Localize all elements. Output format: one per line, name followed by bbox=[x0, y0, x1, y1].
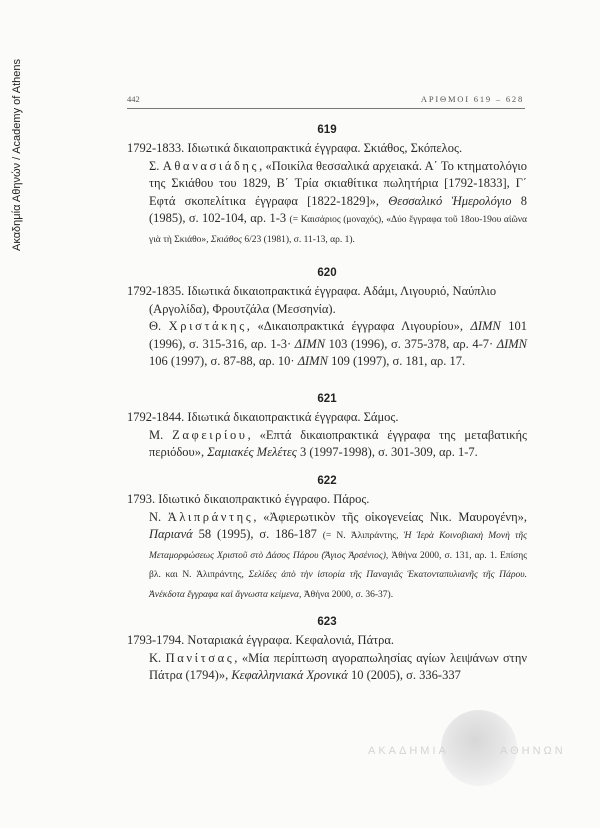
journal-title: Θεσσαλικό Ἡμερολόγιο bbox=[388, 193, 512, 208]
journal-title: Κεφαλληνιακά Χρονικά bbox=[231, 668, 348, 682]
entry-reference bbox=[127, 650, 527, 685]
author-name: Ζαφειρίου bbox=[172, 427, 248, 442]
author-name: Ἀλιπράντης bbox=[167, 509, 254, 524]
reference-text: , «Επτά δικαιοπρακτικά έγγραφα της μεταβατικής περιόδου», bbox=[149, 427, 528, 459]
entry-title: 1793. Ιδιωτικό δικαιοπρακτικό έγγραφο. Πάρος. bbox=[127, 492, 370, 506]
entry-title: 1792-1835. Ιδιωτικά δικαιοπρακτικά έγγραφα. Αδάμι, Λιγουριό, Ναύπλιο (Αργολίδα), Φρουτζάλα (Μεσσηνία). bbox=[127, 284, 497, 316]
reference-text: 103 (1996), σ. 375-378, αρ. 4-7· bbox=[325, 336, 497, 351]
watermark-text-right: ΑΘΗΝΩΝ bbox=[500, 745, 566, 757]
reference-text: 3 (1997-1998), σ. 301-309, αρ. 1-7. bbox=[296, 445, 478, 459]
entry-623 bbox=[127, 616, 527, 685]
author-initial: Σ. bbox=[149, 158, 160, 173]
journal-title: ΔΙΜΝ bbox=[496, 336, 527, 351]
running-head-series: ΑΡΙΘΜΟΙ 619 – 628 bbox=[420, 94, 524, 104]
journal-title: Σαμιακές Μελέτες bbox=[207, 445, 297, 459]
reference-text: 10 (2005), σ. 336-337 bbox=[347, 668, 461, 682]
entry-number: 622 bbox=[317, 475, 337, 487]
journal-title: Παριανά bbox=[149, 527, 193, 541]
reference-text: 101 (1996), σ. 315-316, αρ. 1-3· bbox=[149, 319, 527, 351]
note-book-title: Ἡ Ἱερὰ Κοινοβιακὴ Μονὴ τῆς Μεταμορφώσεως Χριστοῦ στὸ Δάσος Πάρου (Ἅγιος Ἀρσένιος) bbox=[149, 531, 527, 561]
sidebar-label bbox=[2, 40, 32, 270]
author-initial: Μ. bbox=[149, 427, 164, 442]
reference-text: , «Ἀφιερωτικὸν τῆς οἰκογενείας Νικ. Μαυρογένη», bbox=[253, 509, 528, 524]
author-initial: Ν. bbox=[149, 509, 162, 524]
reference-note: (= Καισάριος (μοναχός), «Δύο ἔγγραφα τοῦ 18ου-19ου αἰῶνα γιὰ τὴ Σκιάθο», bbox=[149, 215, 527, 245]
reference-text: , «Μία περίπτωση αγοραπωλησίας αγίων λειψάνων στην Πάτρα (1794)», bbox=[149, 650, 528, 682]
author-initial: Κ. bbox=[149, 650, 162, 665]
entry-620 bbox=[127, 267, 527, 371]
reference-text: , «Δικαιοπρακτικά έγγραφα Λιγουρίου», bbox=[246, 319, 471, 333]
journal-title: ΔΙΜΝ bbox=[294, 336, 326, 351]
author-initial: Θ. bbox=[149, 319, 162, 333]
journal-title: ΔΙΜΝ bbox=[297, 354, 328, 368]
header-rule bbox=[127, 108, 525, 109]
watermark-text-left: ΑΚΑΔΗΜΙΑ bbox=[368, 745, 449, 757]
reference-text: 106 (1997), σ. 87-88, αρ. 10· bbox=[149, 354, 298, 368]
author-name: Πανίτσας bbox=[165, 650, 235, 665]
reference-note: (= Ν. Ἀλιπράντης, bbox=[322, 531, 404, 541]
note-journal-title: Σκιάθος bbox=[210, 234, 243, 245]
journal-title: ΔΙΜΝ bbox=[470, 319, 501, 333]
sidebar-label-text: Ακαδημία Αθηνών / Academy of Athens bbox=[11, 58, 23, 252]
entry-title: 1792-1833. Ιδιωτικά δικαιοπρακτικά έγγραφα. Σκιάθος, Σκόπελος. bbox=[127, 141, 463, 155]
reference-note: , Ἀθήνα 2000, σ. 36-37). bbox=[298, 589, 394, 600]
reference-note: 6/23 (1981), σ. 11-13, αρ. 1). bbox=[242, 234, 355, 245]
entry-619 bbox=[127, 124, 527, 249]
entry-number: 620 bbox=[317, 267, 337, 279]
entry-reference bbox=[127, 509, 527, 605]
reference-note: , Ἀθήνα 2000, σ. 131, αρ. 1. Επίσης βλ. και Ν. Ἀλιπράντης, bbox=[149, 550, 527, 580]
entry-number: 621 bbox=[317, 393, 337, 405]
reference-text: 58 (1995), σ. 186-187 bbox=[192, 527, 323, 541]
entry-title: 1793-1794. Νοταριακά έγγραφα. Κεφαλονιά, Πάτρα. bbox=[127, 633, 395, 647]
page-number: 442 bbox=[127, 94, 140, 104]
entry-title: 1792-1844. Ιδιωτικά δικαιοπρακτικά έγγραφα. Σάμος. bbox=[127, 410, 399, 424]
note-book-title: Σελίδες ἀπὸ τὴν ἱστορία τῆς Παναγιᾶς Ἑκατονταπυλιανῆς τῆς Πάρου. Ἀνέκδοτα ἔγγραφα καὶ ἄγνωστα κείμενα bbox=[149, 570, 527, 600]
entry-number: 623 bbox=[317, 616, 337, 628]
author-name: Αθανασιάδης bbox=[162, 158, 260, 173]
entry-reference bbox=[127, 158, 527, 250]
running-head bbox=[127, 94, 524, 108]
reference-text: 109 (1997), σ. 181, αρ. 17. bbox=[327, 354, 466, 368]
reference-text: , «Ποικίλα θεσσαλικά αρχειακά. Α΄ Το κτηματολόγιο της Σκιάθου του 1829, Β΄ Τρία σκιαθίτικα πωλητήρια [1792-1833], Γ΄ Εφτά σκοπελίτικα έγγραφα [1822-1829]», bbox=[149, 158, 528, 208]
entry-reference bbox=[127, 427, 527, 462]
author-name: Χριστάκης bbox=[168, 319, 247, 333]
entry-number: 619 bbox=[317, 124, 337, 136]
entry-621 bbox=[127, 393, 527, 462]
entry-622 bbox=[127, 475, 527, 604]
reference-text: 8 (1985), σ. 102-104, αρ. 1-3 bbox=[149, 193, 527, 225]
entry-reference bbox=[127, 318, 527, 371]
